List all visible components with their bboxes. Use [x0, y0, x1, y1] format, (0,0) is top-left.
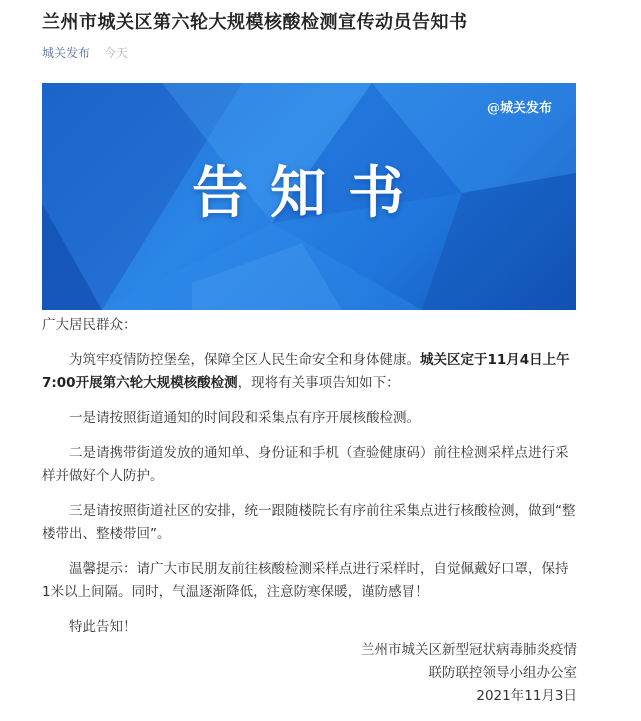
article-meta [42, 44, 128, 61]
signature-block [361, 639, 577, 708]
signature-date: 2021年11月3日 [476, 688, 577, 704]
item-2: 二是请携带街道发放的通知单、身份证和手机（查验健康码）前往检测采样点进行采样并做好个人防护。 [42, 445, 569, 484]
banner-headline: 告知书 [192, 160, 426, 226]
closing: 特此告知！ [69, 619, 137, 635]
intro-bold: 城关区定于11月4日上午7:00开展第六轮大规模核酸检测 [42, 352, 570, 391]
item-3: 三是请按照街道社区的安排，统一跟随楼院长有序前往采集点进行核酸检测，做到“整楼带出、整楼带回”。 [42, 503, 576, 542]
signature-org-line1: 兰州市城关区新型冠状病毒肺炎疫情 [361, 642, 577, 658]
banner-image [42, 83, 576, 310]
source-link[interactable]: 城关发布 [42, 46, 91, 60]
publish-time: 今天 [103, 46, 128, 60]
intro-tail: ，现将有关事项告知如下： [237, 375, 400, 391]
banner-watermark: @城关发布 [486, 101, 552, 116]
signature-org-line2: 联防联控领导小组办公室 [428, 665, 577, 681]
article-body [42, 314, 576, 639]
reminder: 温馨提示：请广大市民朋友前往核酸检测采样点进行采样时，自觉佩戴好口罩，保持1米以上间隔。同时，气温逐渐降低，注意防寒保暖，谨防感冒！ [42, 561, 569, 600]
item-1: 一是请按照街道通知的时间段和采集点有序开展核酸检测。 [69, 410, 420, 426]
article-title: 兰州市城关区第六轮大规模核酸检测宣传动员告知书 [42, 12, 468, 33]
intro-paragraph [42, 349, 576, 395]
intro-plain: 为筑牢疫情防控堡垒，保障全区人民生命安全和身体健康。 [69, 352, 420, 368]
greeting: 广大居民群众： [42, 317, 137, 333]
